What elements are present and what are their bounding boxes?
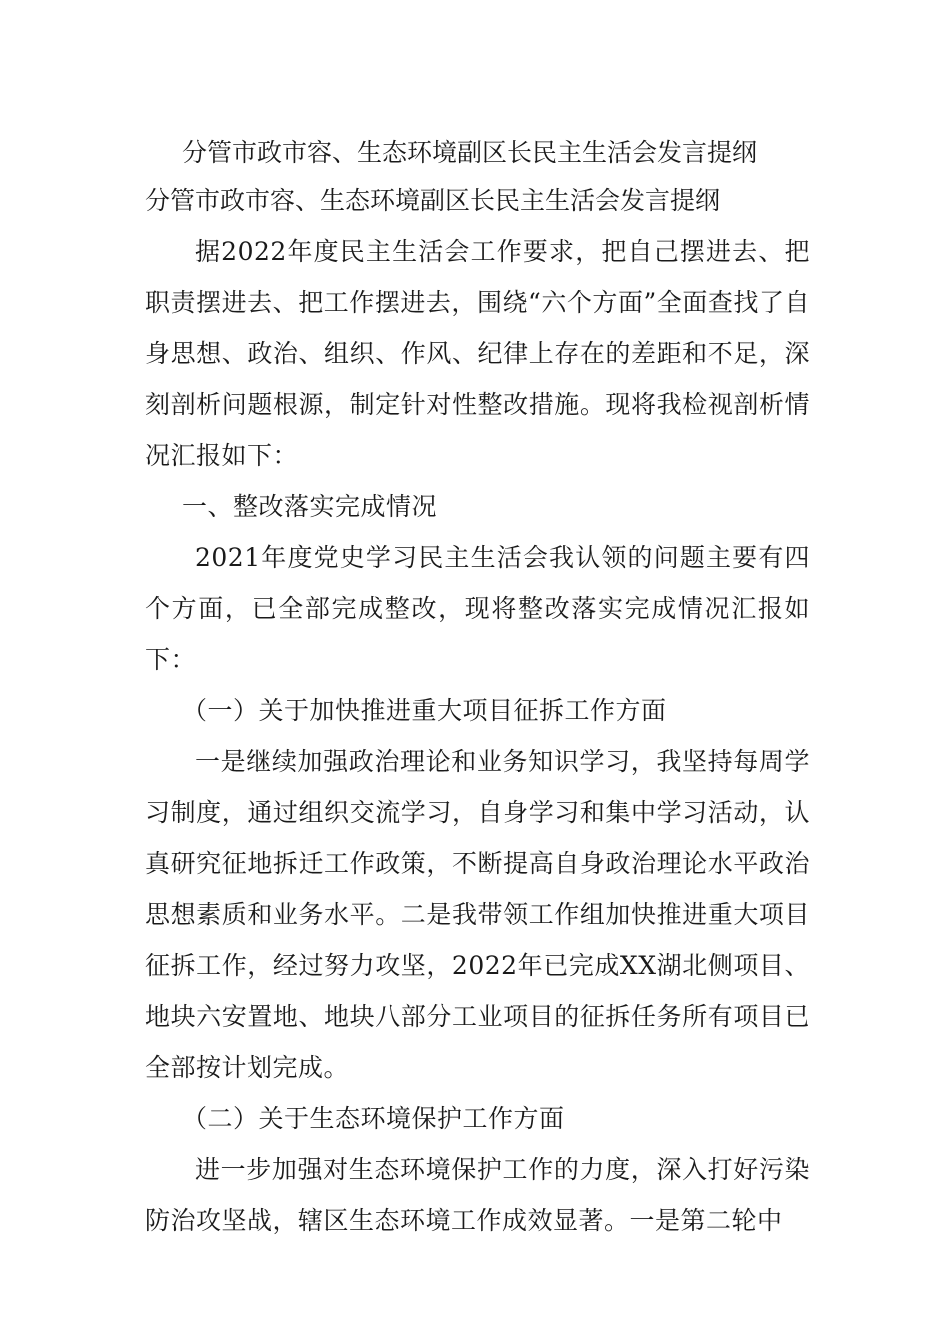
subsection-1-heading: （一）关于加快推进重大项目征拆工作方面 xyxy=(182,696,667,725)
document-title-line-2: 分管市政市容、生态环境副区长民主生活会发言提纲 xyxy=(145,186,721,215)
subsection-2-heading: （二）关于生态环境保护工作方面 xyxy=(182,1104,565,1133)
section-1-heading: 一、整改落实完成情况 xyxy=(182,492,438,521)
subsection-1-paragraph: 一是继续加强政治理论和业务知识学习，我坚持每周学习制度，通过组织交流学习，自身学习和集中学习活动，认真研究征地拆迁工作政策，不断提高自身政治理论水平政治思想素质和业务水平。二是我带领工作组加快推进重大项目征拆工作，经过努力攻坚，2022年已完成XX湖北侧项目、地块六安置地、地块八部分工业项目的征拆任务所有项目已全部按计划完成。 xyxy=(145,747,810,1082)
intro-paragraph: 据2022年度民主生活会工作要求，把自己摆进去、把职责摆进去、把工作摆进去，围绕“六个方面”全面查找了自身思想、政治、组织、作风、纪律上存在的差距和不足，深刻剖析问题根源，制定针对性整改措施。现将我检视剖析情况汇报如下： xyxy=(145,237,810,470)
section-1-intro-paragraph: 2021年度党史学习民主生活会我认领的问题主要有四个方面，已全部完成整改，现将整改落实完成情况汇报如下： xyxy=(145,543,810,674)
document-title-line-1: 分管市政市容、生态环境副区长民主生活会发言提纲 xyxy=(182,138,758,167)
document-body xyxy=(145,226,810,1246)
subsection-2-paragraph: 进一步加强对生态环境保护工作的力度，深入打好污染防治攻坚战，辖区生态环境工作成效显著。一是第二轮中 xyxy=(145,1155,810,1235)
